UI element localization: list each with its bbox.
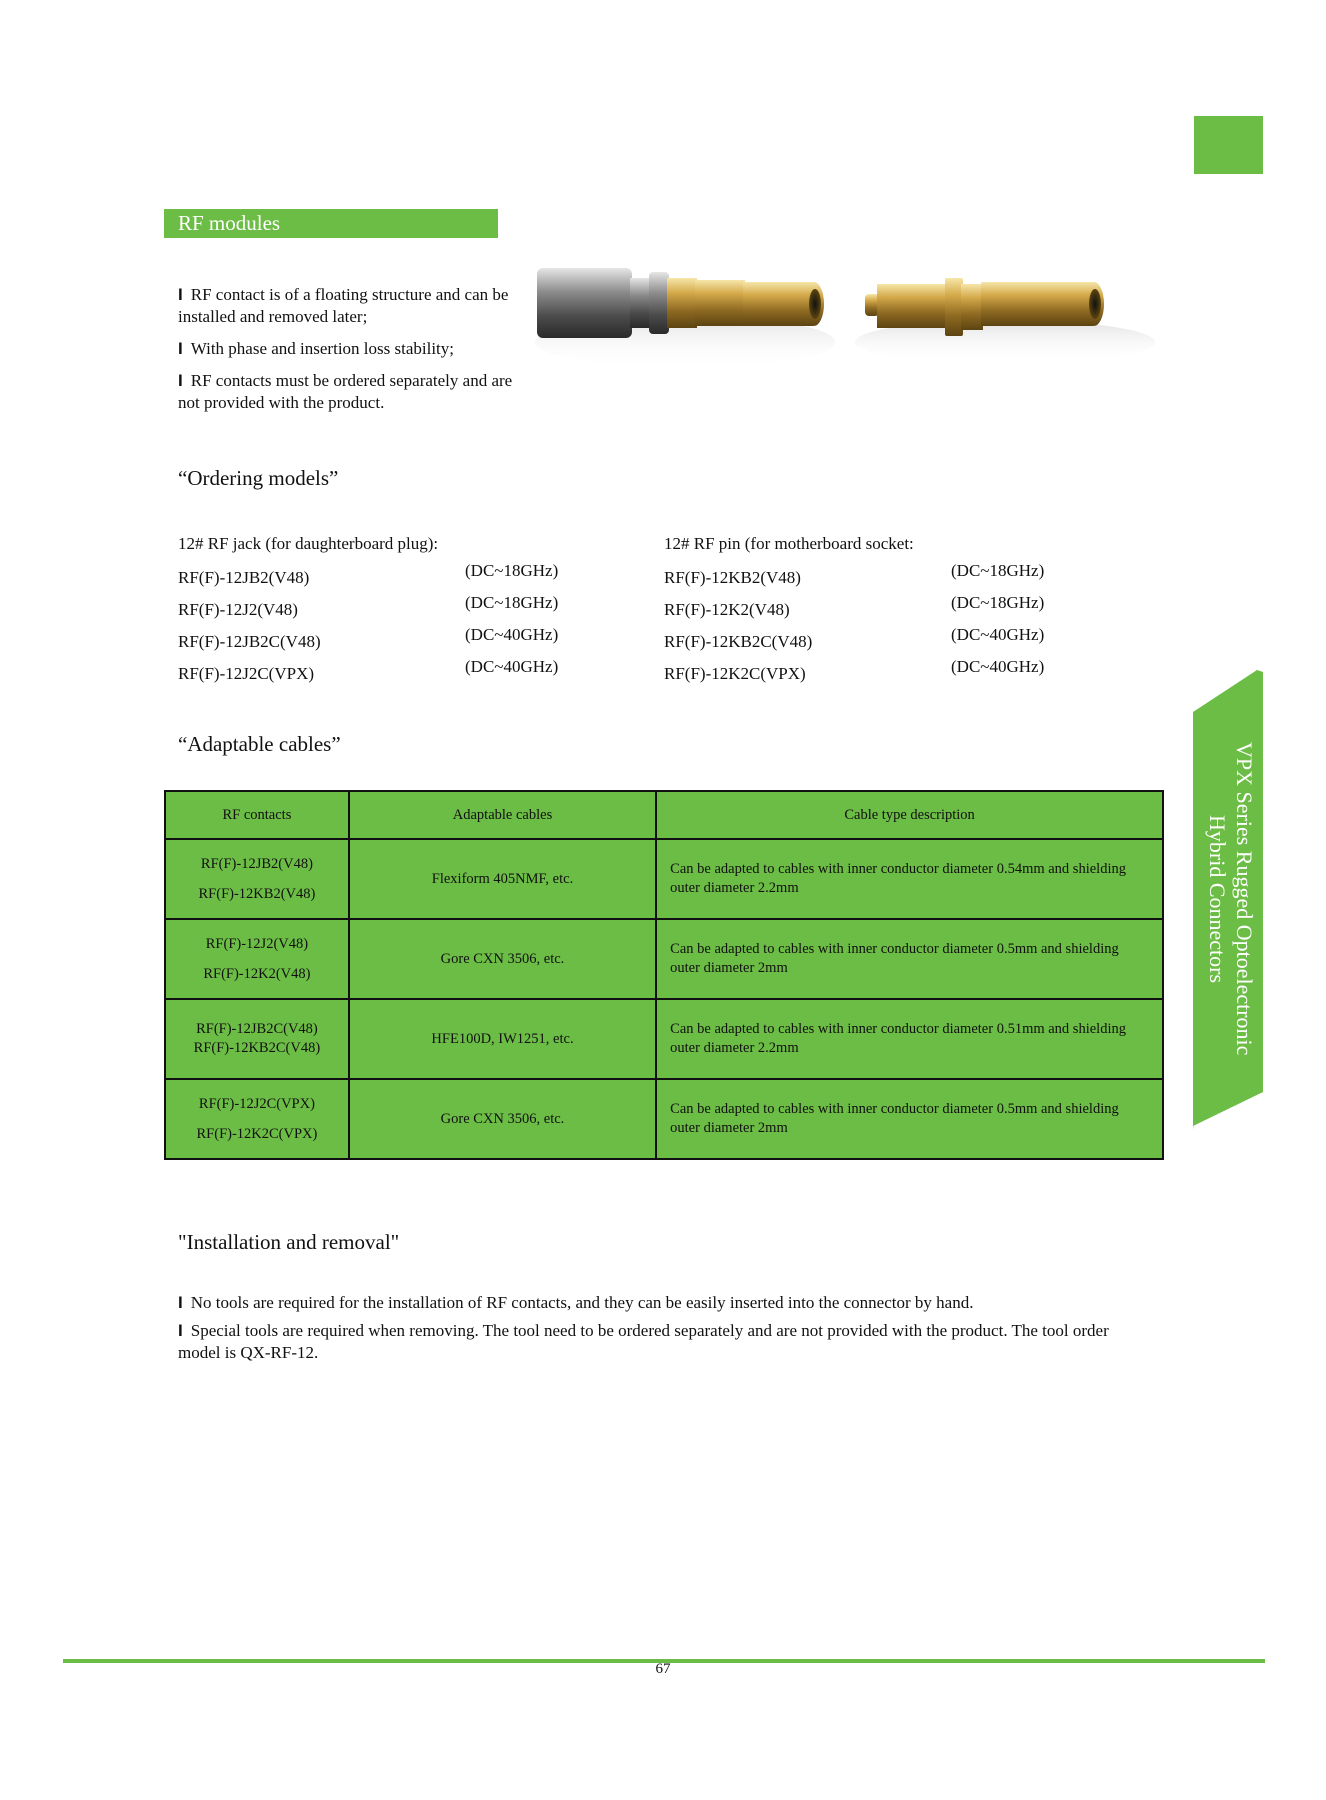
adaptable-cables-heading: “Adaptable cables” (178, 732, 341, 756)
table-header-row (165, 791, 1163, 839)
table-row (165, 919, 1163, 999)
adaptable-cable-cell: Gore CXN 3506, etc. (349, 919, 656, 999)
adaptable-cable-cell: HFE100D, IW1251, etc. (349, 999, 656, 1079)
intro-bullet-text: RF contact is of a floating structure and can be installed and removed later; (178, 285, 509, 326)
installation-bullet-text: No tools are required for the installation of RF contacts, and they can be easily inserted into the connector by hand. (190, 1293, 974, 1312)
intro-bullet-list (178, 284, 523, 424)
rf-contact-model: RF(F)-12J2C(VPX) (198, 1095, 315, 1112)
table-row (165, 999, 1163, 1079)
bullet-mark: I (178, 371, 183, 390)
order-frequency: (DC~18GHz) (951, 593, 1045, 612)
order-frequency: (DC~40GHz) (951, 625, 1045, 644)
order-model: RF(F)-12J2(V48) (178, 600, 298, 619)
side-tab-text (1201, 668, 1261, 1130)
order-frequency: (DC~18GHz) (465, 561, 559, 580)
rf-pin-title: 12# RF pin (for motherboard socket: (664, 534, 914, 553)
installation-bullet (178, 1292, 1128, 1314)
column-header-rf-contacts: RF contacts (165, 791, 349, 839)
rf-pin-column (664, 534, 1104, 694)
side-tab (1193, 668, 1265, 1130)
adaptable-cables-table (164, 790, 1164, 1160)
adaptable-cable-cell: Gore CXN 3506, etc. (349, 1079, 656, 1159)
side-tab-line-2: Hybrid Connectors (1205, 814, 1230, 984)
rf-contact-model: RF(F)-12K2(V48) (203, 965, 311, 982)
intro-bullet (178, 338, 523, 360)
column-header-adaptable-cables: Adaptable cables (349, 791, 656, 839)
bullet-mark: I (178, 339, 183, 358)
cable-description-cell: Can be adapted to cables with inner conductor diameter 0.54mm and shielding outer diameter 2.2mm (656, 839, 1163, 919)
cable-description-cell: Can be adapted to cables with inner conductor diameter 0.5mm and shielding outer diameter 2mm (656, 1079, 1163, 1159)
order-frequency: (DC~40GHz) (951, 657, 1045, 676)
installation-bullet (178, 1320, 1128, 1364)
rf-contact-model: RF(F)-12JB2(V48) (200, 855, 313, 872)
rf-contact-model: RF(F)-12KB2C(V48) (193, 1040, 321, 1056)
intro-bullet (178, 370, 523, 414)
installation-bullet-text: Special tools are required when removing. The tool need to be ordered separately and are not provided with the product. The tool order model is QX-RF-12. (178, 1321, 1109, 1362)
intro-bullet-text: RF contacts must be ordered separately and are not provided with the product. (178, 371, 513, 412)
rf-jack-title: 12# RF jack (for daughterboard plug): (178, 534, 439, 553)
order-model: RF(F)-12JB2C(V48) (178, 632, 321, 651)
column-header-cable-description: Cable type description (656, 791, 1163, 839)
ordering-models-heading: “Ordering models” (178, 466, 339, 490)
order-frequency: (DC~40GHz) (465, 657, 559, 676)
bullet-mark: I (178, 1321, 183, 1340)
page-number: 67 (655, 1661, 671, 1677)
rf-contacts-cell (165, 1079, 349, 1159)
cable-description-cell: Can be adapted to cables with inner conductor diameter 0.5mm and shielding outer diameter 2mm (656, 919, 1163, 999)
rf-jack-column (178, 534, 618, 694)
order-model: RF(F)-12JB2(V48) (178, 568, 310, 587)
order-model: RF(F)-12K2(V48) (664, 600, 790, 619)
order-model: RF(F)-12KB2(V48) (664, 568, 801, 587)
order-frequency: (DC~18GHz) (951, 561, 1045, 580)
order-frequency: (DC~40GHz) (465, 625, 559, 644)
bullet-mark: I (178, 285, 183, 304)
table-row (165, 839, 1163, 919)
rf-contact-model: RF(F)-12K2C(VPX) (196, 1125, 318, 1142)
rf-contacts-cell (165, 839, 349, 919)
rf-contacts-cell (165, 919, 349, 999)
corner-green-block (1194, 116, 1263, 174)
side-tab-line-1: VPX Series Rugged Optoelectronic (1232, 742, 1257, 1056)
rf-contact-model: RF(F)-12J2(V48) (205, 935, 309, 952)
intro-bullet-text: With phase and insertion loss stability; (190, 339, 454, 358)
installation-heading: "Installation and removal" (178, 1230, 400, 1254)
cable-description-cell: Can be adapted to cables with inner conductor diameter 0.51mm and shielding outer diameter 2.2mm (656, 999, 1163, 1079)
rf-contact-model: RF(F)-12KB2(V48) (198, 885, 316, 902)
order-model: RF(F)-12KB2C(V48) (664, 632, 813, 651)
order-model: RF(F)-12J2C(VPX) (178, 664, 315, 683)
rf-contact-model: RF(F)-12JB2C(V48) (196, 1021, 318, 1037)
order-model: RF(F)-12K2C(VPX) (664, 664, 806, 683)
intro-bullet (178, 284, 523, 328)
bullet-mark: I (178, 1293, 183, 1312)
section-title: RF modules (164, 209, 498, 238)
table-row (165, 1079, 1163, 1159)
installation-bullet-list (178, 1292, 1128, 1370)
rf-contacts-product-image (535, 250, 1155, 380)
adaptable-cable-cell: Flexiform 405NMF, etc. (349, 839, 656, 919)
order-frequency: (DC~18GHz) (465, 593, 559, 612)
rf-contacts-cell (165, 999, 349, 1079)
